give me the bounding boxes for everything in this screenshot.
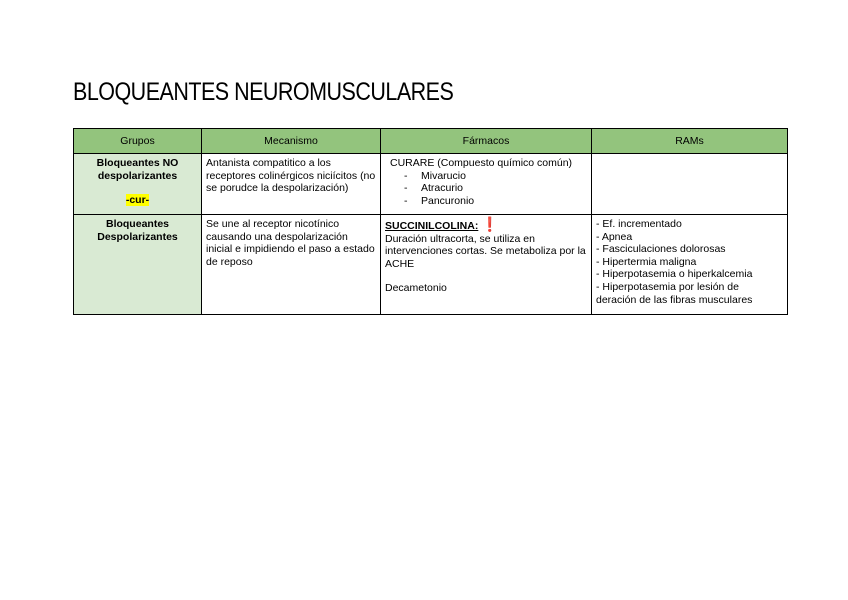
list-item: - Pancuronio (385, 195, 587, 208)
rams-cell (592, 154, 788, 215)
header-mecanismo: Mecanismo (202, 129, 381, 154)
list-item: - Apnea (596, 230, 633, 243)
group-cell (74, 154, 202, 215)
list-item: - Hipertermia maligna (596, 255, 697, 268)
drugs-cell (381, 154, 592, 215)
mechanism-cell: Se une al receptor nicotínico causando una despolarización inicial e impidiendo el paso a estado de reposo (202, 215, 381, 315)
drugs-cell (381, 215, 592, 315)
list-item: - Fasciculaciones dolorosas (596, 243, 726, 256)
header-farmacos: Fármacos (381, 129, 592, 154)
drugs-heading: CURARE (Compuesto químico común) (390, 157, 573, 169)
list-item: - Ef. incrementado (596, 218, 682, 230)
exclamation-icon: ❗ (481, 216, 499, 232)
header-grupos: Grupos (74, 129, 202, 154)
page-title: BLOQUEANTES NEUROMUSCULARES (73, 78, 454, 106)
drug-title: SUCCINILCOLINA: (385, 220, 479, 232)
group-cell (74, 215, 202, 315)
group-tag: -cur- (125, 194, 150, 207)
ram-list (596, 218, 783, 306)
group-name: Bloqueantes Despolarizantes (97, 218, 178, 243)
table-row (74, 154, 788, 215)
list-item: - Hiperpotasemia o hiperkalcemia (596, 268, 753, 281)
list-item: deración de las fibras musculares (596, 293, 753, 306)
header-rams: RAMs (592, 129, 788, 154)
table-row (74, 215, 788, 315)
group-name: Bloqueantes NO despolarizantes (96, 157, 179, 182)
drug-description: Duración ultracorta, se utiliza en intervenciones cortas. Se metaboliza por la ACHE (385, 232, 586, 270)
drug-list (385, 170, 587, 208)
list-item: - Mivarucio (385, 170, 587, 183)
drug-table (73, 128, 788, 315)
list-item: - Atracurio (385, 182, 587, 195)
mechanism-cell: Antanista compatitico a los receptores colinérgicos niciícitos (no se porudce la despolarización) (202, 154, 381, 215)
rams-cell (592, 215, 788, 315)
table-header-row (74, 129, 788, 154)
drug-extra: Decametonio (385, 282, 447, 295)
list-item: - Hiperpotasemia por lesión de (596, 280, 739, 293)
